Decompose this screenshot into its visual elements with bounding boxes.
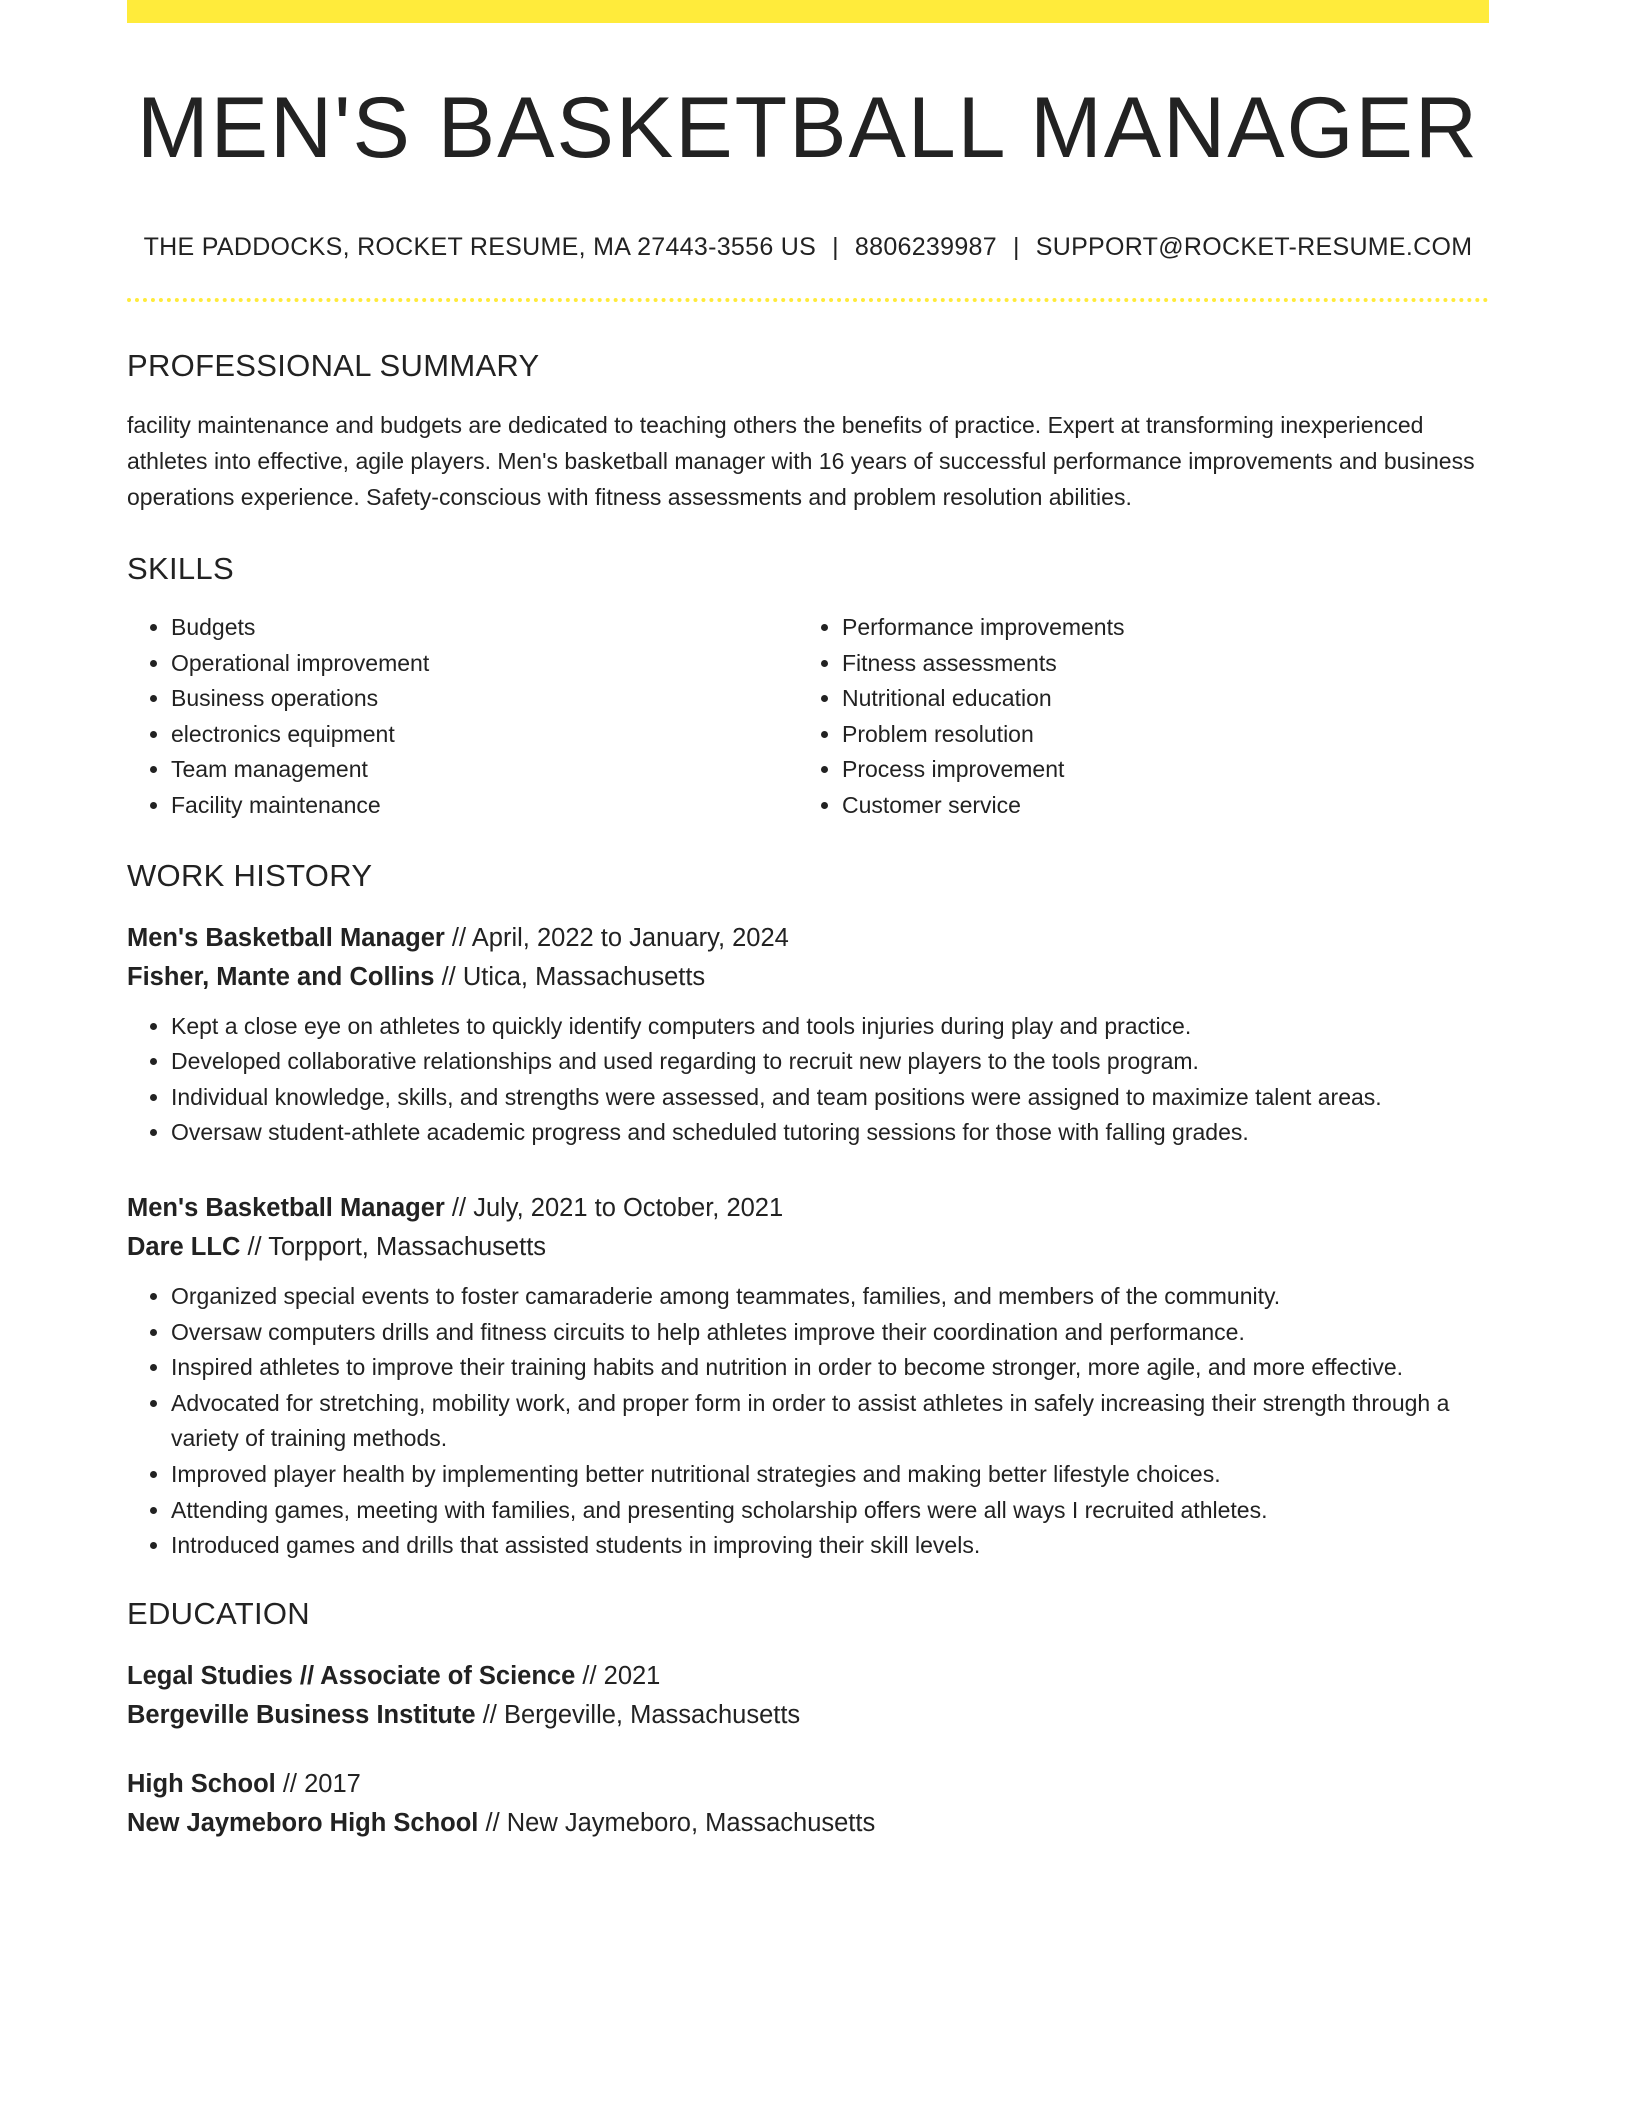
job-location: Utica, Massachusetts [462, 962, 706, 991]
skill-item: • Process improvement [842, 752, 1469, 788]
separator: // [275, 1769, 305, 1798]
job-bullet: • Kept a close eye on athletes to quickly identify computers and tools injuries during play and practice. [171, 1009, 1489, 1045]
separator: // [478, 1808, 507, 1837]
degree: High School [127, 1769, 276, 1798]
separator: // [434, 962, 463, 991]
summary-heading: PROFESSIONAL SUMMARY [127, 348, 540, 383]
skills-column-left [127, 610, 798, 824]
skill-item: • Performance improvements [842, 610, 1469, 646]
dotted-divider [127, 298, 1489, 302]
job-entry [127, 1189, 1489, 1564]
job-company-line [127, 1228, 1489, 1267]
work-history-heading: WORK HISTORY [127, 857, 373, 893]
contact-line [127, 233, 1489, 262]
summary-text: facility maintenance and budgets are dedicated to teaching others the benefits of practice. Expert at transforming inexperienced athletes into effective, agile players. Men's basketball manager with 16 years of successful performance improvements and business operations experience. Safety-conscious with fitness assessments and problem resolution abilities. [127, 412, 1475, 510]
separator: // [444, 923, 472, 952]
contact-phone: 8806239987 [854, 233, 997, 261]
resume-page [127, 0, 1489, 1843]
contact-separator: | [832, 233, 839, 261]
skill-item: • Nutritional education [842, 681, 1469, 717]
school-line [127, 1804, 1489, 1843]
separator: // [575, 1661, 604, 1690]
job-bullet: • Advocated for stretching, mobility work, and proper form in order to assist athletes in safely increasing their strength through a variety of training methods. [171, 1386, 1489, 1457]
separator: // [240, 1232, 269, 1261]
skill-item: • Fitness assessments [842, 646, 1469, 682]
job-bullet: • Oversaw computers drills and fitness circuits to help athletes improve their coordination and performance. [171, 1315, 1489, 1351]
separator: // [475, 1700, 504, 1729]
contact-email: SUPPORT@ROCKET-RESUME.COM [1035, 233, 1473, 261]
skill-item: • electronics equipment [171, 717, 798, 753]
school: Bergeville Business Institute [127, 1700, 476, 1729]
skill-item: • Budgets [171, 610, 798, 646]
job-dates: April, 2022 to January, 2024 [471, 923, 789, 952]
skills-list [127, 610, 1489, 824]
job-company: Fisher, Mante and Collins [127, 962, 435, 991]
job-bullet: • Improved player health by implementing better nutritional strategies and making better lifestyle choices. [171, 1457, 1489, 1493]
degree-year: 2021 [603, 1661, 661, 1690]
job-title: Men's Basketball Manager [127, 923, 445, 952]
job-bullets [127, 1279, 1489, 1564]
contact-address: THE PADDOCKS, ROCKET RESUME, MA 27443-3556 US [143, 233, 817, 261]
skill-item: • Operational improvement [171, 646, 798, 682]
skill-item: • Facility maintenance [171, 788, 798, 824]
contact-separator: | [1012, 233, 1020, 261]
education-heading: EDUCATION [127, 1595, 310, 1631]
degree-line [127, 1657, 1489, 1696]
job-entry [127, 919, 1489, 1151]
skills-column-right [798, 610, 1469, 824]
job-bullet: • Individual knowledge, skills, and strengths were assessed, and team positions were assigned to maximize talent areas. [171, 1080, 1489, 1116]
job-bullet: • Developed collaborative relationships and used regarding to recruit new players to the tools program. [171, 1044, 1489, 1080]
separator: // [444, 1193, 474, 1222]
degree: Legal Studies // Associate of Science [127, 1661, 576, 1690]
skill-item: • Team management [171, 752, 798, 788]
resume-name: MEN'S BASKETBALL MANAGER [136, 80, 1480, 176]
skill-item: • Customer service [842, 788, 1469, 824]
job-location: Torpport, Massachusetts [268, 1232, 547, 1261]
job-bullet: • Attending games, meeting with families, and presenting scholarship offers were all ways I recruited athletes. [171, 1493, 1489, 1529]
school-location: Bergeville, Massachusetts [503, 1700, 801, 1729]
job-bullet: • Introduced games and drills that assisted students in improving their skill levels. [171, 1528, 1489, 1564]
job-bullet: • Organized special events to foster camaraderie among teammates, families, and members of the community. [171, 1279, 1489, 1315]
education-entry [127, 1657, 1489, 1735]
degree-year: 2017 [304, 1769, 361, 1798]
job-title-line [127, 1189, 1489, 1228]
job-bullet: • Inspired athletes to improve their training habits and nutrition in order to become stronger, more agile, and more effective. [171, 1350, 1489, 1386]
school-location: New Jaymeboro, Massachusetts [506, 1808, 876, 1837]
degree-line [127, 1765, 1489, 1804]
skill-item: • Problem resolution [842, 717, 1469, 753]
job-dates: July, 2021 to October, 2021 [473, 1193, 784, 1222]
school: New Jaymeboro High School [127, 1808, 479, 1837]
job-bullets [127, 1009, 1489, 1151]
job-company-line [127, 958, 1489, 997]
job-title-line [127, 919, 1489, 958]
job-title: Men's Basketball Manager [127, 1193, 445, 1222]
accent-top-bar [127, 0, 1489, 23]
skills-heading: SKILLS [127, 551, 234, 586]
education-entry [127, 1765, 1489, 1843]
skill-item: • Business operations [171, 681, 798, 717]
job-company: Dare LLC [127, 1232, 241, 1261]
school-line [127, 1696, 1489, 1735]
job-bullet: • Oversaw student-athlete academic progress and scheduled tutoring sessions for those with falling grades. [171, 1115, 1489, 1151]
